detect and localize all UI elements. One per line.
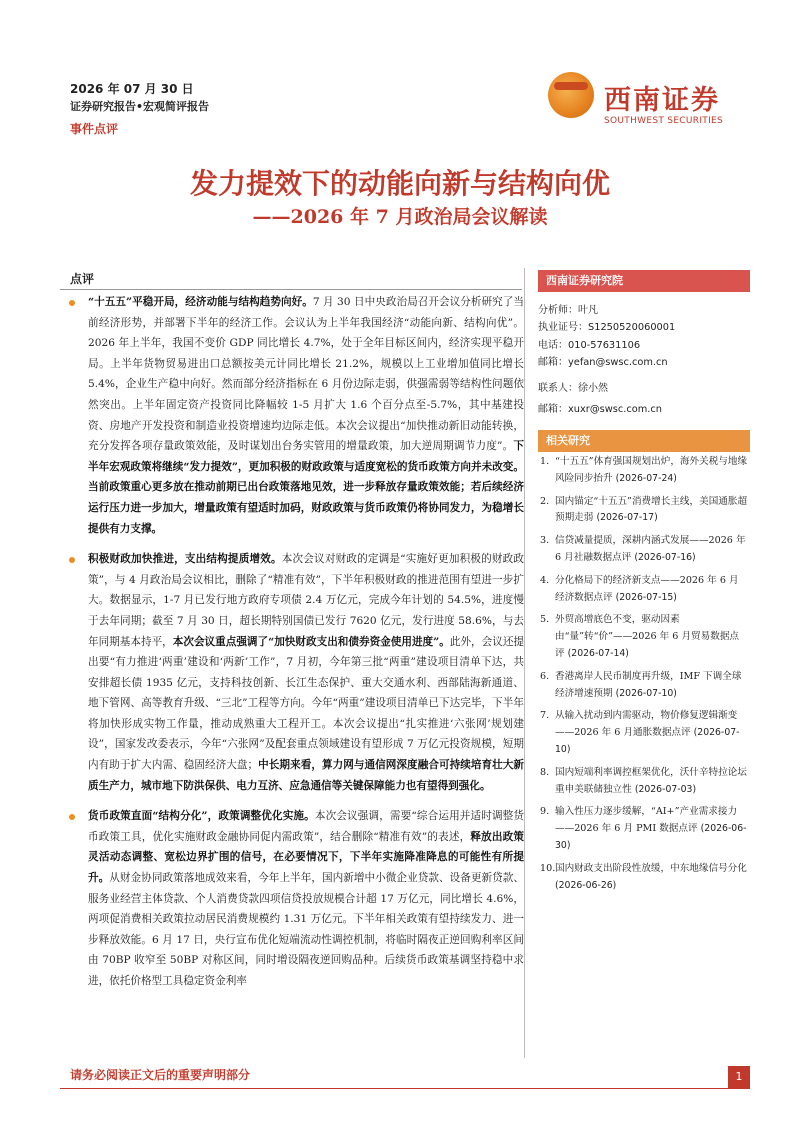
related-report-date: (2026-06-30) — [555, 823, 747, 851]
related-report-item[interactable] — [540, 669, 748, 703]
footer-disclaimer: 请务必阅读正文后的重要声明部分 — [70, 1068, 251, 1082]
related-report-item[interactable] — [540, 454, 748, 488]
logo-emblem-icon — [548, 72, 594, 118]
email-link[interactable]: yefan@swsc.com.cn — [568, 357, 668, 369]
related-report-number: 7. — [540, 710, 550, 722]
paragraph-3-text: 本次会议强调，需要“综合运用并适时调整货币政策工具，优化实施财政金融协同促内需政策”，结合删除“精准有效”的表述， — [88, 810, 524, 843]
cert-row — [538, 319, 750, 336]
institute-header — [538, 270, 750, 292]
paragraph-1 — [60, 292, 524, 539]
contact-name: 徐小然 — [578, 382, 608, 394]
related-report-title-text: 外贸高增底色不变，驱动因素由“量”转“价”——2026 年 6 月贸易数据点评 — [555, 614, 740, 659]
report-title: 发力提效下的动能向新与结构向优 — [189, 167, 610, 200]
paragraph-1-text: 7 月 30 日中央政治局召开会议分析研究了当前经济形势，并部署下半年的经济工作。会议认为上半年我国经济“动能向新、结构向优”。2026 年上半年，我国不变价 GDP 同比增长 4.7%，处于全年目标区间内，经济实现平稳开局。上半年货物贸易进出口总额按美元计同比增长 21.2%，规模以上工业增加值同比增长 5.4%，企业生产稳中向好。然而部分经济指标在 6 月份边际走弱，供强需弱等结构性问题依然突出。上半年固定资产投资同比降幅较 1-5 月扩大 1.6 个百分点至-5.7%，其中基建投资、房地产开发投资和制造业投资增速均边际走低。本次会议提出“加快推动新旧动能转换，充分发挥各项存量政策效能，及时谋划出台务实管用的增量政策，加大逆周期调节力度”。 — [88, 296, 524, 453]
related-report-title — [555, 494, 748, 528]
analyst-name: 叶凡 — [578, 305, 598, 316]
main-body — [60, 292, 524, 992]
paragraph-3-text-2: 从财金协同政策落地成效来看，今年上半年，国内新增中小微企业贷款、设备更新贷款、服务业经营主体贷款、个人消费贷款四项信贷投放规模合计超 17 万亿元，同比增长 4.6%，两项促消费相关政策拉动居民消费规模约 1.31 万亿元。下半年相关政策有望持续发力、进一步释放效能。6 月 17 日，央行宣布优化短端流动性调控机制，将临时隔夜正逆回购利率区间由 70BP 收窄至 50BP 对称区间，同时增设隔夜逆回购品种。后续货币政策基调坚持稳中求进，依托价格型工具稳定资金利率 — [88, 872, 525, 987]
report-category: 事件点评 — [70, 122, 119, 136]
related-report-date: (2026-07-14) — [567, 647, 629, 659]
related-report-title-text: 国内财政支出阶段性放缓，中东地缘信号分化 — [555, 862, 747, 874]
related-report-title-text: 信贷减量提质，深耕内涵式发展——2026 年 6 月社融数据点评 — [555, 535, 746, 563]
analyst-label: 分析师： — [538, 305, 578, 316]
related-report-item[interactable] — [540, 533, 748, 567]
related-report-title — [555, 861, 748, 895]
related-report-title — [555, 708, 748, 758]
logo-name-cn: 西南证券 — [604, 85, 720, 116]
related-research-title: 相关研究 — [538, 430, 750, 452]
related-report-number: 6. — [540, 670, 550, 682]
section-divider — [60, 289, 522, 290]
related-report-title-text: 香港离岸人民币制度再升级，IMF 下调全球经济增速预期 — [555, 670, 742, 699]
related-report-title — [555, 669, 748, 703]
related-report-date: (2026-07-03) — [634, 783, 697, 795]
related-report-item[interactable] — [540, 573, 748, 607]
related-report-number: 2. — [540, 495, 550, 507]
phone-row — [538, 337, 750, 354]
report-type: 证券研究报告•宏观简评报告 — [70, 100, 210, 113]
bullet-icon — [69, 814, 75, 820]
paragraph-2 — [60, 549, 524, 796]
report-date: 2026 年 07 月 30 日 — [70, 82, 194, 96]
bullet-icon — [69, 300, 75, 306]
cert-label: 执业证号： — [538, 322, 588, 334]
page-number: 1 — [728, 1066, 750, 1088]
analyst-row — [538, 302, 750, 319]
related-report-title-text: 输入性压力逐步缓解，“AI+”产业需求接力——2026 年 6 月 PMI 数据点评 — [555, 806, 738, 835]
related-report-number: 5. — [540, 614, 550, 626]
related-report-item[interactable] — [540, 708, 748, 758]
related-report-title-text: 国内锚定“十五五”消费增长主线，美国通胀超预期走弱 — [555, 495, 748, 524]
related-report-title — [555, 765, 748, 799]
paragraph-1-lead: “十五五”平稳开局，经济动能与结构趋势向好。 — [88, 296, 313, 308]
analyst-info — [538, 300, 750, 418]
paragraph-2-emphasis: 本次会议重点强调了“加快财政支出和债券资金使用进度”。 — [172, 635, 450, 648]
phone-label: 电话： — [538, 339, 568, 351]
related-report-date: (2026-06-26) — [555, 879, 617, 891]
related-report-date: (2026-07-10) — [615, 687, 677, 699]
section-label: 点评 — [70, 272, 95, 286]
paragraph-2-emphasis-2: 中长期来看，算力网与通信网深度融合可持续培育壮大新质生产力，城市地下防洪保供、电力互济、应急通信等关键保障能力也有望得到强化。 — [88, 759, 525, 792]
related-report-date: (2026-07-15) — [615, 591, 677, 603]
cert-number: S1250520060001 — [588, 322, 676, 334]
contact-row — [538, 380, 750, 397]
report-subtitle: ——2026 年 7 月政治局会议解读 — [252, 206, 548, 228]
related-report-item[interactable] — [540, 612, 748, 662]
related-report-title — [555, 533, 748, 567]
related-report-number: 10. — [540, 862, 556, 874]
email-row — [538, 354, 750, 371]
related-report-title-text: “十五五”体育强国规划出炉，海外关税与地缘风险同步抬升 — [555, 456, 748, 484]
related-report-item[interactable] — [540, 494, 748, 528]
paragraph-3 — [60, 806, 524, 991]
email2-label: 邮箱： — [538, 404, 568, 416]
paragraph-3-lead: 货币政策直面“结构分化”，政策调整优化实施。 — [88, 810, 315, 823]
paragraph-1-emphasis: 下半年宏观政策将继续“发力提效”，更加积极的财政政策与适度宽松的货币政策方向并未改变。当前政策重心更多放在推动前期已出台政策落地见效，进一步释放存量政策效能；若后续经济运行压力进一步加大，增量政策有望适时加码，财政政策与货币政策仍将协同发力，为稳增长提供有力支撑。 — [88, 440, 524, 535]
related-report-title-text: 从输入扰动到内需驱动，物价修复逻辑渐变——2026 年 6 月通胀数据点评 — [555, 710, 738, 739]
footer-divider — [60, 1088, 750, 1089]
related-report-title-text: 国内短端利率调控框架优化，沃什辛特拉论坛重申美联储独立性 — [555, 766, 747, 795]
paragraph-2-lead: 积极财政加快推进，支出结构提质增效。 — [88, 553, 282, 566]
related-report-title — [555, 804, 748, 854]
related-report-title — [555, 454, 748, 488]
related-report-title-text: 分化格局下的经济新支点——2026 年 6 月经济数据点评 — [555, 574, 739, 603]
column-divider — [524, 268, 525, 1058]
contact-label: 联系人： — [538, 382, 578, 394]
related-report-date: (2026-07-17) — [596, 512, 658, 524]
related-report-item[interactable] — [540, 765, 748, 799]
related-report-item[interactable] — [540, 804, 748, 854]
logo-name-en: SOUTHWEST SECURITIES — [604, 116, 724, 126]
related-research-header — [538, 430, 750, 452]
related-report-date: (2026-07-16) — [634, 551, 696, 563]
bullet-icon — [69, 557, 75, 563]
related-report-number: 3. — [540, 535, 550, 547]
related-report-number: 9. — [540, 806, 550, 818]
institute-label: 西南证券研究院 — [538, 270, 750, 292]
related-report-number: 8. — [540, 766, 550, 778]
email2-row — [538, 401, 750, 418]
related-report-title — [555, 612, 748, 662]
paragraph-2-text-2: 此外，会议还提出要“有力推进‘两重’建设和‘两新’工作”，7 月初，今年第三批“两重”建设项目清单下达，共安排超长债 1935 亿元，支持科技创新、长江生态保护、重大交通水利、西部陆海新通道、地下管网、高等教育升级、“三北”工程等方向。今年“两重”建设项目清单已下达完毕，下半年将加快形成实物工作量，推动成熟重大工程开工。本次会议提出“扎实推进‘六张网’规划建设”，国家发改委表示，今年“六张网”及配套重点领域建设有望形成 7 万亿元投资规模，短期内有助于扩大内需、稳固经济大盘； — [88, 635, 525, 772]
related-report-number: 1. — [540, 456, 550, 467]
paragraph-3-emphasis: 释放出政策灵活动态调整、宽松边界扩围的信号，在必要情况下，下半年实施降准降息的可能性有所提升。 — [88, 830, 525, 885]
related-report-date: (2026-07-24) — [615, 472, 677, 484]
related-report-number: 4. — [540, 574, 550, 586]
related-report-title — [555, 573, 748, 607]
related-report-date: (2026-07-10) — [555, 727, 740, 755]
company-logo — [548, 72, 748, 134]
paragraph-2-text: 本次会议对财政的定调是“实施好更加积极的财政政策”，与 4 月政治局会议相比，删除了“精准有效”，下半年积极财政的推进范围有望进一步扩大。数据显示，1-7 月已发行地方政府专项债 2.4 万亿元，完成今年计划的 54.5%，进度慢于去年同期；截至 7 月 30 日，超长期特别国债已发行 7620 亿元，发行进度 58.6%，与去年同期基本持平， — [88, 553, 524, 648]
email-label: 邮箱： — [538, 357, 568, 369]
related-research-list — [540, 454, 748, 900]
related-report-item[interactable] — [540, 861, 748, 895]
phone-number: 010-57631106 — [568, 339, 641, 351]
email2-link[interactable]: xuxr@swsc.com.cn — [568, 404, 662, 416]
